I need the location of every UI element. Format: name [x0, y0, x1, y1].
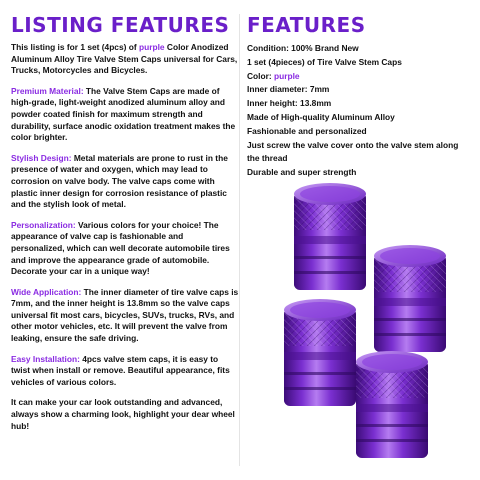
intro-after: Color Anodized Aluminum Alloy Tire Valve Stem Caps universal for Cars, Trucks, Motorcycles and Bicycles.: [11, 42, 238, 76]
intro-color-word: purple: [138, 42, 165, 52]
spec-item: Inner diameter: 7mm: [247, 84, 330, 95]
section-label: Stylish Design:: [11, 152, 72, 163]
section-text: The inner diameter of tire valve caps is 7mm, and the inner height is 13.8mm so the valve caps universal fit most cars, bicycles, SUVs, trucks, RVs, and other motor vehicles, etc. It will prevent the valve from leaking, ensure the safe driving.: [11, 286, 239, 344]
section-stylish-design: [11, 153, 239, 211]
intro-paragraph: [11, 42, 239, 77]
section-text: Metal materials are prone to rust in the presence of water and oxygen, which may lead to corrosion on valve body. The valve caps come with plastic inner design for corrosion resistance of plastic and the stylish look of metal.: [11, 152, 228, 210]
features-heading: FEATURES: [247, 13, 366, 37]
section-text: 4pcs valve stem caps, it is easy to twist when install or remove. Beautiful appearance, fits vehicles of various colors.: [11, 353, 230, 387]
closing-paragraph: It can make your car look outstanding and advanced, always show a charming look, highlight your dear wheel hub!: [11, 397, 235, 431]
features-spec-list: [247, 42, 473, 180]
section-label: Wide Application:: [11, 286, 82, 297]
valve-cap-1: [294, 183, 366, 290]
section-text: The Valve Stem Caps are made of high-grade, light-weight anodized aluminum alloy and powder coated finish for maximum strength and durability, surface anodic oxidation treatment makes the color brighter.: [11, 85, 236, 143]
spec-item: Made of High-quality Aluminum Alloy: [247, 111, 395, 122]
section-label: Premium Material:: [11, 85, 84, 96]
valve-caps-illustration: [264, 182, 474, 472]
spec-color-label: Color:: [247, 70, 274, 81]
section-label: Personalization:: [11, 219, 76, 230]
spec-item: 1 set (4pieces) of Tire Valve Stem Caps: [247, 56, 402, 67]
listing-features-heading: LISTING FEATURES: [11, 13, 230, 37]
section-wide-application: [11, 287, 239, 345]
valve-cap-2: [374, 245, 446, 352]
section-easy-installation: [11, 354, 239, 389]
section-personalization: [11, 220, 239, 278]
valve-cap-3: [284, 299, 356, 406]
spec-item: Inner height: 13.8mm: [247, 98, 332, 109]
listing-features-column: [11, 14, 239, 441]
spec-color: [247, 70, 473, 84]
section-text: Various colors for your choice! The appearance of valve cap is fashionable and personalized, which can well decorate automobile tires and improve the appearance grade of automobile. Decorate your car in a unique way!: [11, 219, 230, 277]
valve-stem-caps-image: [264, 182, 474, 472]
section-label: Easy Installation:: [11, 353, 80, 364]
intro-before: This listing is for 1 set (4pcs) of: [11, 42, 139, 52]
spec-item: Condition: 100% Brand New: [247, 43, 359, 53]
spec-item: Durable and super strength: [247, 167, 357, 178]
column-divider: [239, 14, 240, 466]
spec-color-value: purple: [273, 70, 300, 81]
spec-item: Just screw the valve cover onto the valve stem along the thread: [247, 139, 459, 164]
valve-cap-4: [356, 351, 428, 458]
spec-item: Fashionable and personalized: [247, 125, 367, 136]
features-column: [247, 14, 473, 180]
section-premium-material: [11, 86, 239, 144]
